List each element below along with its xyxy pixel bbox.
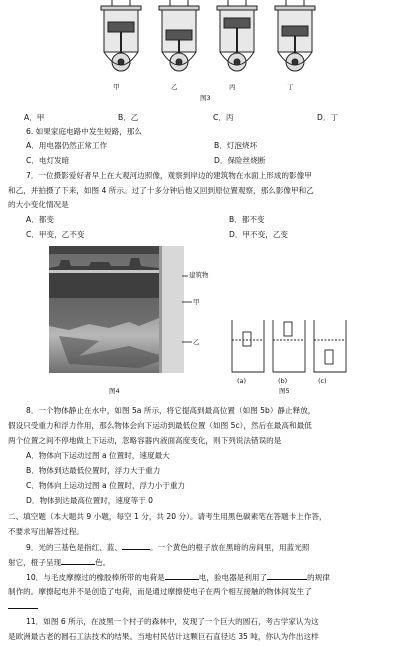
fig3-label-yi: 乙 <box>171 83 178 91</box>
q6-option-b: B．灯泡烧坏 <box>214 141 258 150</box>
q9-line-2 <box>8 557 110 567</box>
q8-line-1: 8．一个物体静止在水中，如图 5a 所示，将它提高到最高位置（如图 5b）静止释放， <box>26 406 316 415</box>
fig4-label-yi: 乙 <box>193 338 200 346</box>
fig4-label-building: 建筑物 <box>189 271 209 279</box>
q10-blank-2 <box>267 572 307 580</box>
q5-option-c: C．丙 <box>213 113 234 122</box>
q11-line-2: 是欧洲最古老的圆石工法技术的结果。当地村民估计这颗巨石直径达 35 吨，你认为作出这样 <box>8 632 319 641</box>
q6-option-c: C．电灯发暗 <box>26 156 70 165</box>
section-2-heading: 二、填空题（本大题共 9 小题，每空 1 分，共 20 分）。请考生用黑色碳素笔在答题卡上作答， <box>8 512 327 521</box>
q6-option-d: D．保险丝烧断 <box>214 156 266 165</box>
engine-strokes-diagram <box>86 0 326 92</box>
figure-4-photo <box>49 246 184 373</box>
q9-text-3: 射它，橙子呈现 <box>8 558 62 567</box>
q7-option-b: B．都不变 <box>229 215 265 224</box>
q9-text-1: 9．光的三基色是指红、蓝、 <box>26 543 122 552</box>
q10-text-3: 的规律 <box>307 573 330 582</box>
q8-option-c: C．物体向上运动过图 a 位置时，浮力小于重力 <box>26 481 186 490</box>
q7-line-1: 7．一位摄影爱好者早上在大观河边照像，观察到岸边的建筑物在水面上形成的影像甲 <box>26 171 312 180</box>
q9-blank-1 <box>122 542 150 550</box>
q8-option-a: A．物体向下运动过图 a 位置时，速度最大 <box>26 451 170 460</box>
fig5-label-b: (b) <box>278 377 288 385</box>
fig4-caption: 图4 <box>109 387 120 395</box>
q7-line-2: 和乙，并拍摄了下来，如图 4 所示。过了十多分钟后他又回到原位置观察，那么影像甲和乙 <box>8 186 314 195</box>
q8-option-d: D．物体到达最高位置时，速度等于 0 <box>26 496 153 505</box>
fig3-label-ding: 丁 <box>287 83 294 91</box>
q6-option-a: A．用电器仍然正常工作 <box>26 141 108 150</box>
q10-text-1: 10．与毛皮摩擦过的橡胶棒所带的电荷是 <box>26 573 165 582</box>
q10-text-2: 电，验电器是利用了 <box>198 573 268 582</box>
fig4-label-jia: 甲 <box>193 298 200 306</box>
figure-5 <box>228 318 350 378</box>
q7-option-c: C．甲变，乙不变 <box>26 230 85 239</box>
fig3-label-jia: 甲 <box>113 83 120 91</box>
fig5-caption: 图5 <box>279 387 290 395</box>
q9-line-1 <box>26 542 309 552</box>
q10-blank-3 <box>8 608 38 609</box>
q9-blank-2 <box>61 557 95 565</box>
q5-option-a: A．甲 <box>24 113 45 122</box>
q10-line-1 <box>26 572 330 582</box>
q8-line-2: 假设只受重力和浮力作用，那么物体会向下运动到最低位置（如图 5c），然后在最高和最低 <box>8 421 312 430</box>
fig3-label-bing: 丙 <box>229 83 236 91</box>
q7-option-d: D．甲不变，乙变 <box>229 230 289 239</box>
fig5-label-a: (a) <box>237 377 247 385</box>
q6-stem: 6. 如果家庭电路中发生短路，那么 <box>26 127 142 136</box>
q9-text-2: 。一个黄色的橙子放在黑暗的房间里，用蓝光照 <box>149 543 310 552</box>
q11-line-1: 11．如图 6 所示，在波黑一个村子的森林中，发现了一个巨大的圆石，考古学家认为这 <box>26 617 319 626</box>
q7-option-a: A．都变 <box>26 215 54 224</box>
q9-text-4: 色。 <box>95 558 111 567</box>
q8-line-3: 两个位置之间不停地做上下运动，忽略容器内液面高度变化，则下列说法错误的是 <box>8 436 282 445</box>
q10-line-2: 制作的。摩擦起电并不是创造了电荷，而是通过摩擦使电子在两个相互接触的物体间发生了 <box>8 587 312 596</box>
figure-3 <box>86 0 326 92</box>
fig4-leader-lines <box>182 270 212 370</box>
q8-option-b: B．物体到达最低位置时，浮力大于重力 <box>26 466 161 475</box>
q10-blank-1 <box>165 572 199 580</box>
section-2-instruction: 不要求写出解答过程。 <box>8 527 84 536</box>
q5-option-b: B．乙 <box>118 113 139 122</box>
q7-line-3: 的大小变化情况是 <box>8 200 69 209</box>
q5-option-d: D．丁 <box>317 113 339 122</box>
fig3-caption: 图3 <box>200 94 211 102</box>
fig5-label-c: (c) <box>318 377 327 385</box>
